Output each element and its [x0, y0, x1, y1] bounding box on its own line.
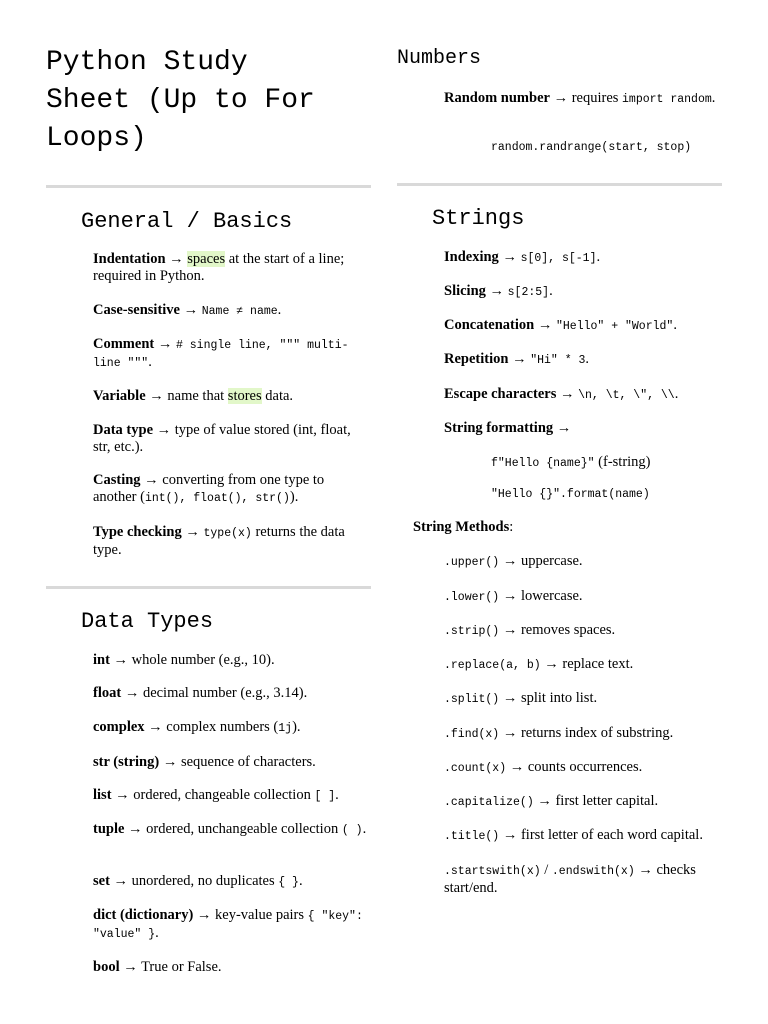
term: dict (dictionary) — [93, 907, 194, 923]
string-methods-label — [413, 519, 713, 536]
arrow: → — [123, 959, 138, 975]
arrow: → — [502, 249, 517, 265]
arrow: → — [185, 524, 200, 540]
arrow: → — [502, 588, 518, 604]
code: .find(x) — [444, 728, 500, 741]
arrow: → — [502, 622, 518, 638]
arrow: → — [502, 725, 518, 741]
entry-int — [93, 652, 371, 669]
text: (f-string) — [594, 454, 651, 470]
entry-bool — [93, 959, 371, 976]
arrow: → — [156, 422, 172, 438]
code: type(x) — [203, 527, 252, 540]
arrow: → — [115, 787, 130, 803]
text: counts occurrences. — [524, 759, 643, 775]
method-startswith-endswith — [444, 862, 734, 897]
code-randrange: random.randrange(start, stop) — [491, 141, 692, 154]
text: complex numbers ( — [162, 719, 279, 735]
arrow: → — [124, 685, 140, 701]
text: unordered, no duplicates — [128, 873, 279, 889]
text: ). — [292, 719, 301, 735]
text: lowercase. — [517, 588, 583, 604]
text: name that — [163, 388, 228, 404]
arrow: → — [512, 351, 527, 367]
arrow: → — [157, 336, 173, 352]
term: Indexing — [444, 249, 499, 265]
term: set — [93, 873, 110, 889]
code: .strip() — [444, 625, 500, 638]
term: Type checking — [93, 524, 182, 540]
term: Casting — [93, 472, 141, 488]
term: String formatting — [444, 420, 554, 436]
text: returns index of substring. — [517, 725, 674, 741]
text: . — [585, 351, 590, 367]
arrow: → — [559, 386, 575, 402]
method-replace — [444, 656, 734, 674]
term: int — [93, 652, 110, 668]
entry-slicing — [444, 283, 724, 301]
code-format: "Hello {}".format(name) — [491, 488, 650, 501]
code: .startswith(x) — [444, 865, 541, 878]
code: .replace(a, b) — [444, 659, 541, 672]
arrow: → — [113, 873, 129, 889]
method-find — [444, 725, 734, 743]
entry-type-checking — [93, 524, 371, 559]
section-heading-general: General / Basics — [81, 209, 293, 234]
code: .endswith(x) — [551, 865, 635, 878]
arrow: → — [148, 719, 163, 735]
term: str (string) — [93, 754, 160, 770]
code: s[0], s[-1] — [520, 252, 597, 265]
text: . — [362, 821, 367, 837]
text: checks start/end. — [444, 862, 696, 896]
divider — [46, 586, 371, 589]
highlight: spaces — [187, 251, 226, 267]
term: Indentation — [93, 251, 166, 267]
text: returns the data type. — [93, 524, 345, 558]
text: type of value stored (int, float, str, etc.). — [93, 422, 351, 455]
code: [ ] — [314, 790, 336, 803]
method-count — [444, 759, 734, 777]
term: Variable — [93, 388, 146, 404]
method-upper — [444, 553, 734, 571]
arrow: → — [509, 759, 525, 775]
code: .title() — [444, 830, 500, 843]
method-lower — [444, 588, 734, 606]
code: f"Hello {name}" — [491, 457, 595, 470]
text: sequence of characters. — [177, 754, 316, 770]
arrow: → — [162, 754, 178, 770]
arrow: → — [183, 302, 199, 318]
code: .split() — [444, 693, 500, 706]
text: converting from one type to another ( — [93, 472, 325, 505]
entry-indentation — [93, 251, 371, 285]
code-fstring — [491, 454, 651, 472]
entry-tuple — [93, 821, 371, 839]
code: "Hello" + "World" — [555, 320, 674, 333]
entry-float — [93, 685, 371, 702]
arrow: → — [502, 690, 518, 706]
code: s[2:5] — [507, 286, 550, 299]
text: split into list. — [517, 690, 598, 706]
term: Repetition — [444, 351, 509, 367]
text: . — [711, 90, 716, 106]
text: . — [674, 386, 679, 402]
entry-data-type — [93, 422, 371, 456]
term: Concatenation — [444, 317, 535, 333]
method-title — [444, 827, 744, 845]
entry-escape-characters — [444, 386, 734, 404]
code: "Hi" * 3 — [530, 354, 586, 367]
entry-comment — [93, 336, 371, 372]
text: first letter capital. — [551, 793, 659, 809]
text: : — [509, 519, 514, 535]
text: . — [298, 873, 303, 889]
text: . — [596, 249, 601, 265]
code: \n, \t, \", \\ — [578, 389, 675, 402]
entry-random-number — [444, 90, 724, 108]
method-capitalize — [444, 793, 734, 811]
text: ordered, changeable collection — [129, 787, 315, 803]
term: Comment — [93, 336, 155, 352]
entry-dict — [93, 907, 371, 943]
text: uppercase. — [517, 553, 583, 569]
text: at the start of a line; required in Python. — [93, 251, 345, 284]
term: Case-sensitive — [93, 302, 180, 318]
entry-str — [93, 754, 371, 771]
text: replace text. — [558, 656, 634, 672]
term: Data type — [93, 422, 154, 438]
entry-repetition — [444, 351, 724, 369]
divider — [397, 183, 722, 186]
entry-case-sensitive — [93, 302, 371, 320]
term: float — [93, 685, 122, 701]
label: String Methods — [413, 519, 510, 535]
arrow: → — [144, 472, 159, 488]
entry-variable — [93, 388, 371, 405]
code: 1j — [278, 722, 293, 735]
page-title: Python Study Sheet (Up to For Loops) — [46, 47, 332, 154]
section-heading-strings: Strings — [432, 206, 525, 231]
arrow: → — [556, 420, 572, 436]
code: .upper() — [444, 556, 500, 569]
arrow: → — [537, 793, 552, 809]
term: Escape characters — [444, 386, 557, 402]
text: . — [148, 354, 152, 370]
text: . — [673, 317, 677, 333]
section-heading-data-types: Data Types — [81, 609, 214, 634]
arrow: → — [196, 907, 212, 923]
text: . — [277, 302, 282, 318]
entry-string-formatting — [444, 420, 724, 437]
arrow: → — [544, 656, 559, 672]
text: ). — [289, 489, 299, 505]
text: requires — [568, 90, 623, 106]
term: list — [93, 787, 112, 803]
code: # single line, """ multi-line """ — [93, 339, 349, 370]
highlight: stores — [227, 388, 262, 404]
entry-casting — [93, 472, 371, 507]
arrow: → — [638, 862, 653, 878]
text: key-value pairs — [211, 907, 308, 923]
code: .lower() — [444, 591, 500, 604]
entry-list — [93, 787, 371, 805]
text: True or False. — [137, 959, 222, 975]
arrow: → — [113, 652, 129, 668]
code: { } — [278, 876, 299, 889]
arrow: → — [502, 553, 518, 569]
code: ( ) — [341, 824, 363, 837]
code: int(), float(), str() — [144, 492, 290, 505]
text: decimal number (e.g., 3.14). — [139, 685, 308, 701]
code: Name ≠ name — [201, 305, 278, 318]
term: bool — [93, 959, 120, 975]
arrow: → — [489, 283, 505, 299]
code: import random — [622, 93, 712, 106]
term: complex — [93, 719, 145, 735]
entry-set — [93, 873, 371, 891]
divider — [46, 185, 371, 188]
section-heading-numbers: Numbers — [397, 47, 482, 70]
text: removes spaces. — [517, 622, 616, 638]
method-split — [444, 690, 734, 708]
code: { "key": "value" } — [93, 910, 363, 941]
code: .capitalize() — [444, 796, 534, 809]
code: .count(x) — [444, 762, 507, 775]
arrow: → — [502, 827, 518, 843]
text: / — [540, 862, 552, 878]
entry-complex — [93, 719, 371, 737]
text: data. — [261, 388, 294, 404]
arrow: → — [169, 251, 184, 267]
entry-indexing — [444, 249, 724, 267]
text: . — [549, 283, 553, 299]
text: . — [155, 925, 159, 941]
text: whole number (e.g., 10). — [128, 652, 275, 668]
method-strip — [444, 622, 734, 640]
arrow: → — [128, 821, 143, 837]
text: first letter of each word capital. — [517, 827, 703, 843]
arrow: → — [537, 317, 553, 333]
term: tuple — [93, 821, 125, 837]
text: . — [335, 787, 339, 803]
text: ordered, unchangeable collection — [142, 821, 342, 837]
term: Random number — [444, 90, 550, 106]
arrow: → — [149, 388, 164, 404]
arrow: → — [553, 90, 569, 106]
term: Slicing — [444, 283, 486, 299]
entry-concatenation — [444, 317, 734, 335]
